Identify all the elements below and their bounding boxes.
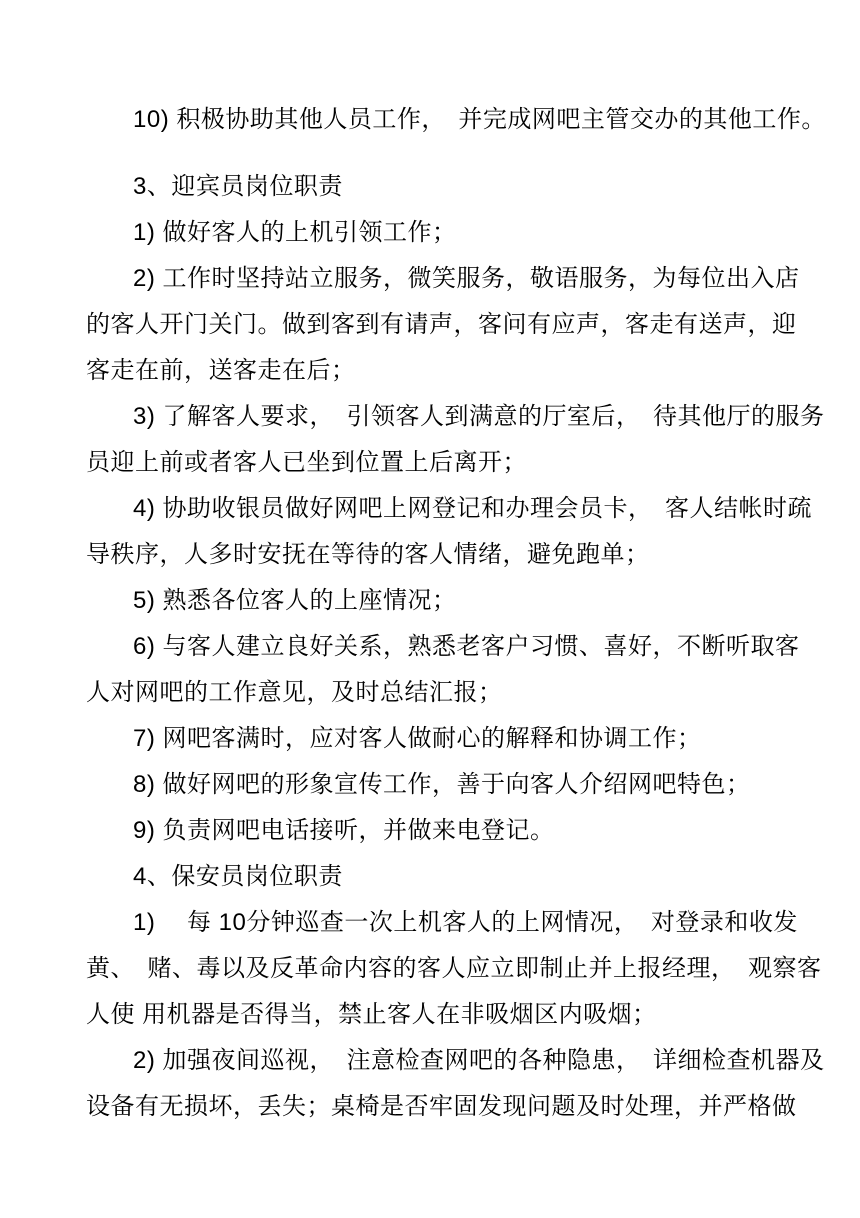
text-line: 7) 网吧客满时，应对客人做耐心的解释和协调工作； — [133, 725, 702, 752]
text-line: 客走在前，送客走在后； — [86, 357, 356, 384]
paragraph-item-3 — [86, 394, 825, 486]
heading-section-4 — [86, 854, 780, 900]
paragraph-item-8 — [86, 762, 780, 808]
text-line: 2) 工作时坚持站立服务，微笑服务，敬语服务，为每位出入店 — [133, 265, 800, 292]
text-line: 5) 熟悉各位客人的上座情况； — [133, 587, 457, 614]
text-line: 9) 负责网吧电话接听，并做来电登记。 — [133, 817, 555, 844]
text-line: 8) 做好网吧的形象宣传工作，善于向客人介绍网吧特色； — [133, 771, 751, 798]
text-line: 黄、 赌、毒以及反革命内容的客人应立即制止并上报经理， 观察客 — [86, 955, 822, 982]
text-line: 导秩序，人多时安抚在等待的客人情绪，避免跑单； — [86, 541, 650, 568]
paragraph-security-item-1 — [86, 900, 822, 1038]
text-line: 10) 积极协助其他人员工作， 并完成网吧主管交办的其他工作。 — [133, 106, 826, 133]
paragraph-item-5 — [86, 578, 780, 624]
paragraph-item-4 — [86, 486, 813, 578]
text-line: 员迎上前或者客人已坐到位置上后离开； — [86, 449, 527, 476]
document-body — [86, 97, 826, 1130]
paragraph-item-7 — [86, 716, 780, 762]
paragraph-item-2 — [86, 256, 800, 394]
text-line: 2) 加强夜间巡视， 注意检查网吧的各种隐患， 详细检查机器及 — [133, 1047, 825, 1074]
heading-section-3 — [86, 164, 780, 210]
section-heading-text: 4、保安员岗位职责 — [133, 863, 343, 890]
section-heading-text: 3、迎宾员岗位职责 — [133, 173, 343, 200]
text-line: 1) 做好客人的上机引领工作； — [133, 219, 457, 246]
text-line: 人使 用机器是否得当，禁止客人在非吸烟区内吸烟； — [86, 1001, 657, 1028]
text-line: 4) 协助收银员做好网吧上网登记和办理会员卡， 客人结帐时疏 — [133, 495, 813, 522]
text-line: 1) 每 10分钟巡查一次上机客人的上网情况， 对登录和收发 — [133, 909, 798, 936]
text-line: 6) 与客人建立良好关系，熟悉老客户习惯、喜好，不断听取客 — [133, 633, 800, 660]
paragraph-security-item-2 — [86, 1038, 825, 1130]
paragraph-item-1 — [86, 210, 780, 256]
text-line: 设备有无损坏，丢失；桌椅是否牢固发现问题及时处理，并严格做 — [86, 1093, 797, 1120]
paragraph-item-10 — [86, 97, 826, 143]
text-line: 3) 了解客人要求， 引领客人到满意的厅室后， 待其他厅的服务 — [133, 403, 825, 430]
text-line: 的客人开门关门。做到客到有请声，客问有应声，客走有送声，迎 — [86, 311, 797, 338]
paragraph-item-9 — [86, 808, 780, 854]
text-line: 人对网吧的工作意见，及时总结汇报； — [86, 679, 503, 706]
paragraph-gap — [86, 143, 780, 164]
paragraph-item-6 — [86, 624, 800, 716]
